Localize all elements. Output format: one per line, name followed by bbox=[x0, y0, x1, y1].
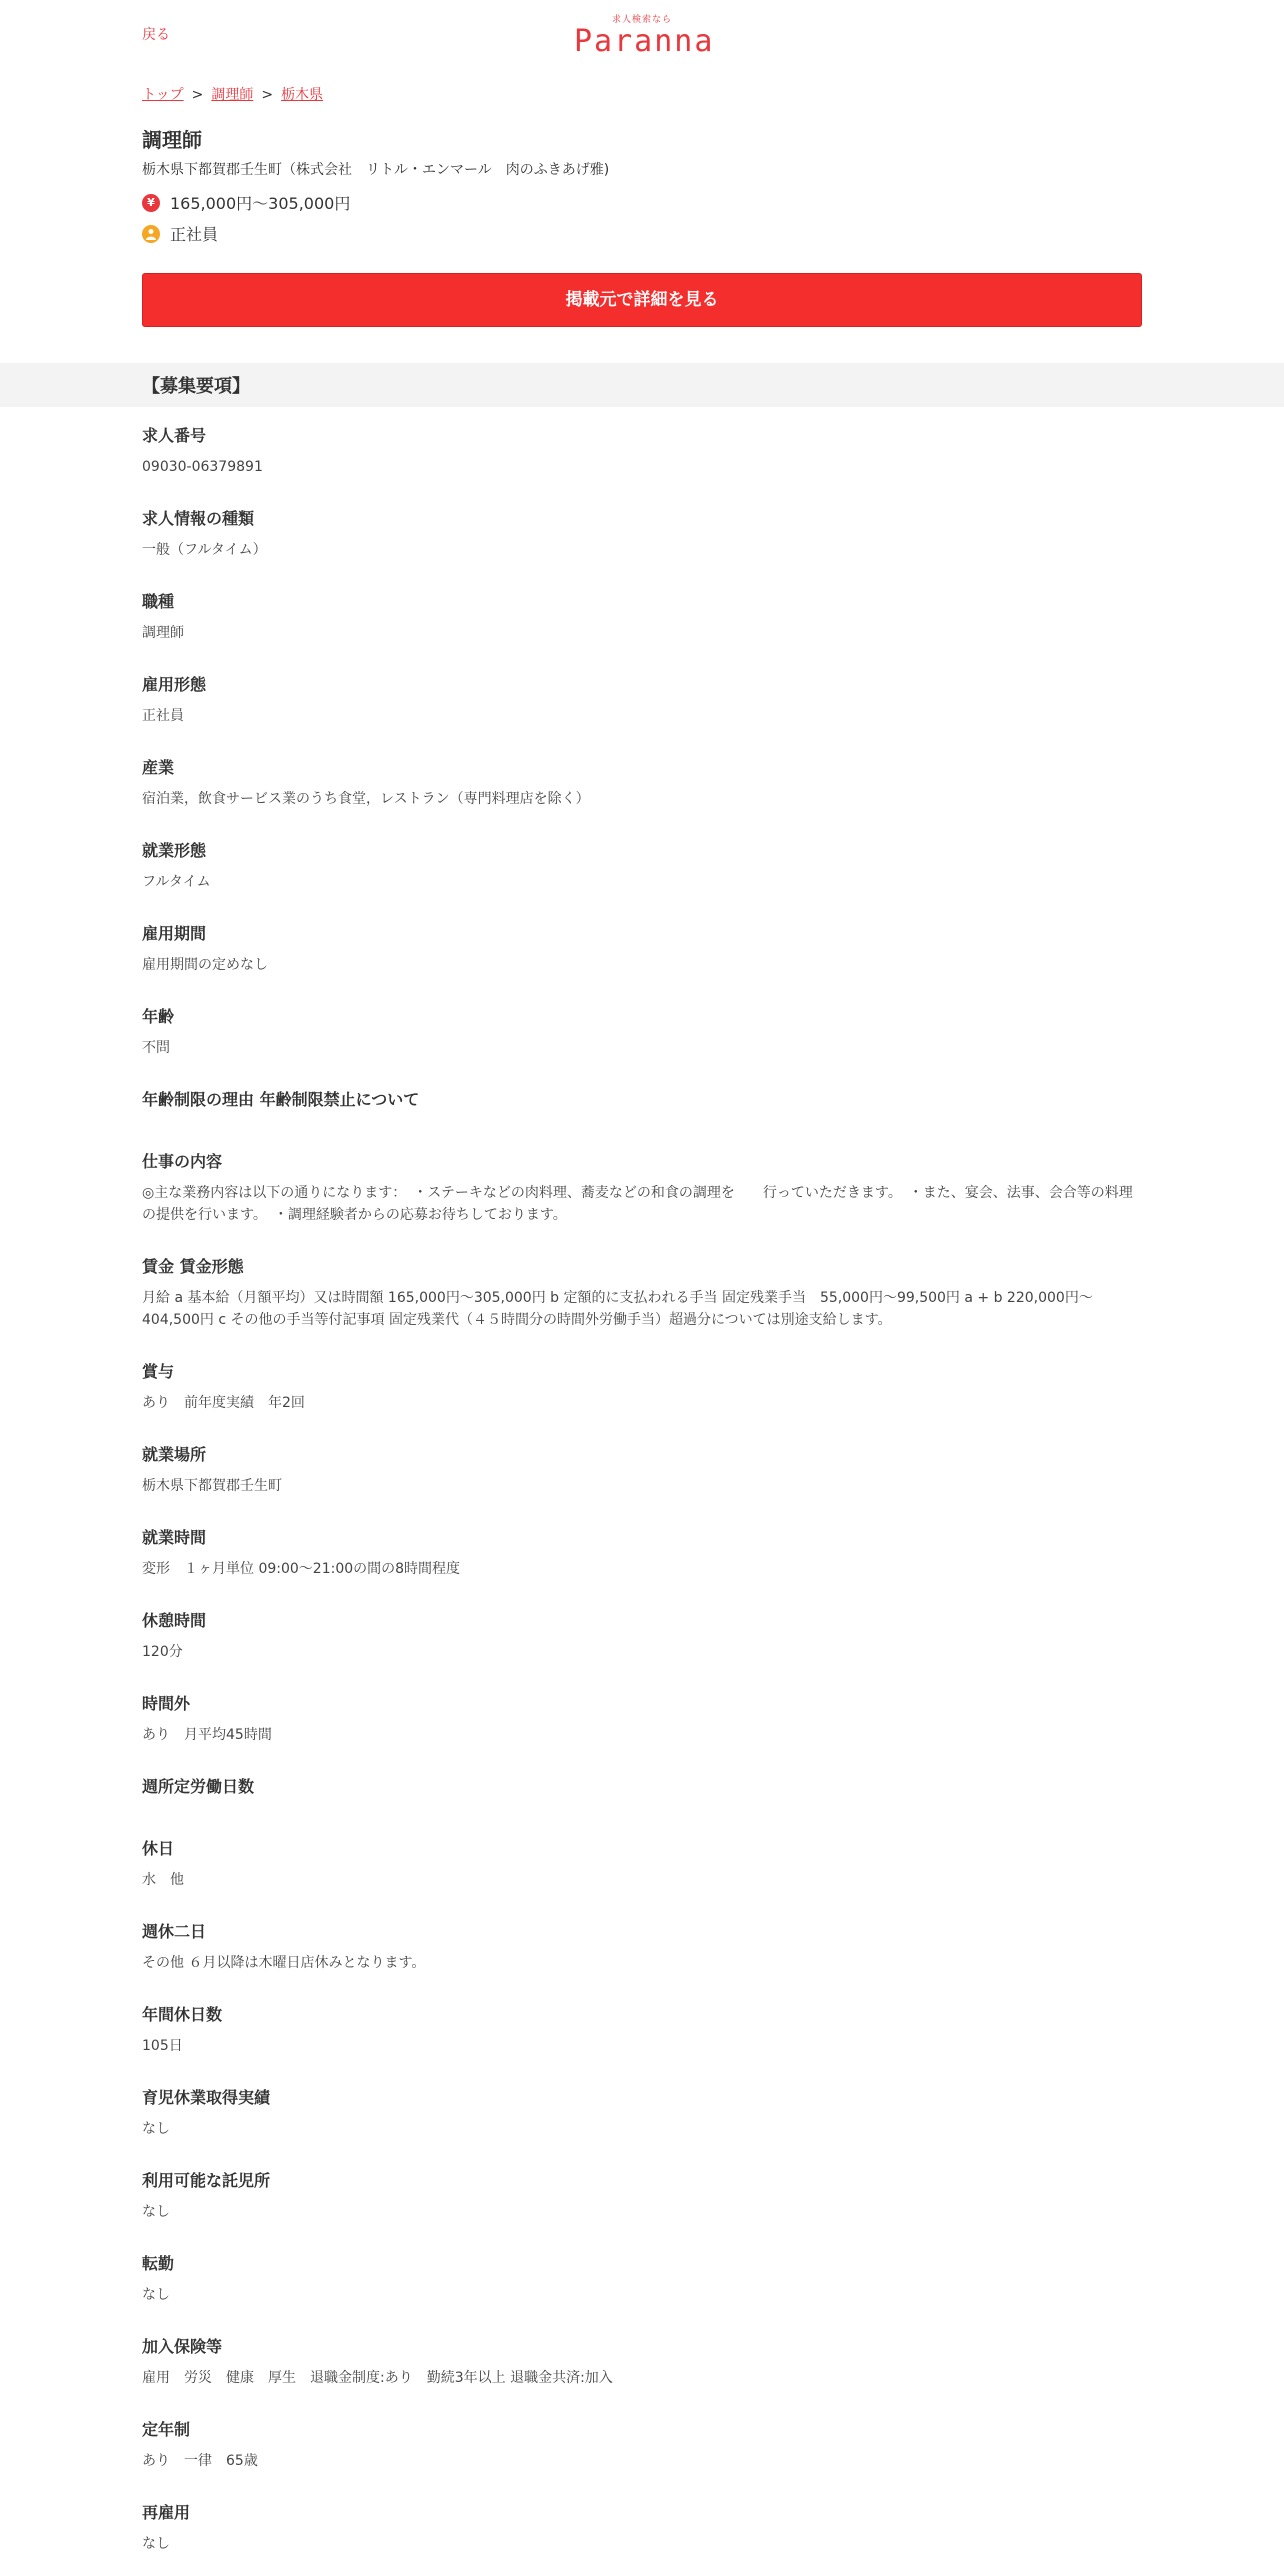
field-value: 105日 bbox=[142, 2038, 183, 2054]
field-label: 休日 bbox=[142, 1839, 175, 1858]
field-work-hours bbox=[142, 1527, 1142, 1592]
field-overtime bbox=[142, 1693, 1142, 1758]
field-age-limit-reason bbox=[142, 1089, 1142, 1133]
field-value: 水 他 bbox=[142, 1872, 184, 1888]
field-label: 休憩時間 bbox=[142, 1611, 207, 1630]
company-location: 栃木県下都賀郡壬生町（株式会社 リトル・エンマール 肉のふきあげ雅) bbox=[142, 162, 610, 178]
field-value: その他 ６月以降は木曜日店休みとなります。 bbox=[142, 1955, 426, 1971]
field-childcare-leave bbox=[142, 2087, 1142, 2152]
breadcrumb-separator: > bbox=[261, 87, 274, 103]
page-title: 調理師 bbox=[142, 128, 202, 152]
field-value: 09030-06379891 bbox=[142, 459, 263, 475]
field-value: 120分 bbox=[142, 1644, 183, 1660]
field-transfer bbox=[142, 2253, 1142, 2318]
field-value: なし bbox=[142, 2204, 170, 2220]
field-value: 調理師 bbox=[142, 625, 184, 641]
field-employment-period bbox=[142, 923, 1142, 988]
field-daycare bbox=[142, 2170, 1142, 2235]
field-two-day-weekend bbox=[142, 1921, 1142, 1986]
field-label: 時間外 bbox=[142, 1694, 191, 1713]
field-value: あり 前年度実績 年2回 bbox=[142, 1395, 305, 1411]
field-job-info-type bbox=[142, 508, 1142, 573]
field-retirement-age bbox=[142, 2419, 1142, 2484]
field-label: 年齢制限の理由 年齢制限禁止について bbox=[142, 1090, 420, 1109]
field-industry bbox=[142, 757, 1142, 822]
breadcrumb-occupation[interactable]: 調理師 bbox=[211, 87, 254, 103]
field-value: 雇用 労災 健康 厚生 退職金制度:あり 勤続3年以上 退職金共済:加入 bbox=[142, 2370, 613, 2386]
field-label: 定年制 bbox=[142, 2420, 191, 2439]
field-insurance bbox=[142, 2336, 1142, 2401]
field-employment-type bbox=[142, 674, 1142, 739]
field-label: 就業時間 bbox=[142, 1528, 207, 1547]
field-value: あり 一律 65歳 bbox=[142, 2453, 258, 2469]
field-job-number bbox=[142, 425, 1142, 490]
section-header bbox=[0, 363, 1284, 407]
field-value: 正社員 bbox=[142, 708, 184, 724]
field-work-location bbox=[142, 1444, 1142, 1509]
field-bonus bbox=[142, 1361, 1142, 1426]
view-details-button[interactable]: 掲載元で詳細を見る bbox=[142, 273, 1142, 327]
field-value: あり 月平均45時間 bbox=[142, 1727, 272, 1743]
breadcrumb-top[interactable]: トップ bbox=[142, 87, 184, 103]
field-label: 再雇用 bbox=[142, 2503, 191, 2522]
field-re-employment bbox=[142, 2502, 1142, 2567]
field-wages bbox=[142, 1256, 1142, 1343]
field-value: なし bbox=[142, 2121, 170, 2137]
employment-text: 正社員 bbox=[170, 225, 219, 244]
field-label: 加入保険等 bbox=[142, 2337, 223, 2356]
field-label: 求人番号 bbox=[142, 426, 207, 445]
field-label: 育児休業取得実績 bbox=[142, 2088, 271, 2107]
field-label: 利用可能な託児所 bbox=[142, 2171, 271, 2190]
logo-text: Paranna bbox=[574, 24, 715, 59]
field-value: 栃木県下都賀郡壬生町 bbox=[142, 1478, 282, 1494]
field-value: 宿泊業，飲食サービス業のうち食堂，レストラン（専門料理店を除く） bbox=[142, 791, 590, 807]
field-weekly-work-days bbox=[142, 1776, 1142, 1820]
requirements-list bbox=[142, 425, 1142, 2567]
field-label: 週所定労働日数 bbox=[142, 1777, 255, 1796]
field-value: 一般（フルタイム） bbox=[142, 542, 267, 558]
field-label: 職種 bbox=[142, 592, 175, 611]
field-value: なし bbox=[142, 2536, 170, 2552]
field-job-description bbox=[142, 1151, 1142, 1238]
section-title: 【募集要項】 bbox=[142, 376, 250, 397]
field-label: 就業場所 bbox=[142, 1445, 207, 1464]
field-value: なし bbox=[142, 2287, 170, 2303]
breadcrumb-prefecture[interactable]: 栃木県 bbox=[281, 87, 324, 103]
field-value: 不問 bbox=[142, 1040, 170, 1056]
breadcrumb bbox=[142, 84, 1142, 104]
field-annual-holidays bbox=[142, 2004, 1142, 2069]
site-logo[interactable] bbox=[574, 14, 715, 59]
field-label: 求人情報の種類 bbox=[142, 509, 255, 528]
field-label: 賞与 bbox=[142, 1362, 175, 1381]
salary-row bbox=[142, 191, 1142, 214]
field-label: 年間休日数 bbox=[142, 2005, 223, 2024]
salary-text: 165,000円～305,000円 bbox=[170, 194, 351, 213]
field-value: フルタイム bbox=[142, 874, 211, 890]
field-label: 雇用期間 bbox=[142, 924, 207, 943]
yen-icon: ¥ bbox=[142, 194, 160, 212]
field-label: 雇用形態 bbox=[142, 675, 207, 694]
field-value: 変形 １ヶ月単位 09:00～21:00の間の8時間程度 bbox=[142, 1561, 461, 1577]
field-label: 転勤 bbox=[142, 2254, 175, 2273]
field-occupation bbox=[142, 591, 1142, 656]
site-header bbox=[0, 0, 1284, 70]
field-value: ◎主な業務内容は以下の通りになります： ・ステーキなどの肉料理、蕎麦などの和食の調理を 行っていただきます。 ・また、宴会、法事、会合等の料理の提供を行います。 ・調理経験者からの応募お待ちしております。 bbox=[142, 1185, 1133, 1223]
field-label: 賃金 賃金形態 bbox=[142, 1257, 244, 1276]
field-age bbox=[142, 1006, 1142, 1071]
field-label: 週休二日 bbox=[142, 1922, 207, 1941]
field-label: 就業形態 bbox=[142, 841, 207, 860]
field-break-time bbox=[142, 1610, 1142, 1675]
job-summary bbox=[142, 84, 1142, 327]
logo-tagline: 求人検索なら bbox=[611, 15, 672, 25]
field-label: 産業 bbox=[142, 758, 175, 777]
person-icon bbox=[142, 225, 160, 243]
field-holidays bbox=[142, 1838, 1142, 1903]
employment-row bbox=[142, 222, 1142, 245]
field-value: 雇用期間の定めなし bbox=[142, 957, 268, 973]
field-label: 仕事の内容 bbox=[142, 1152, 223, 1171]
back-link[interactable]: 戻る bbox=[142, 27, 170, 43]
field-label: 年齢 bbox=[142, 1007, 175, 1026]
field-work-style bbox=[142, 840, 1142, 905]
field-value: 月給 a 基本給（月額平均）又は時間額 165,000円～305,000円 b 定額的に支払われる手当 固定残業手当 55,000円～99,500円 a + b 220,000円～404,500円 c その他の手当等付記事項 固定残業代（４５時間分の時間外労働手当）超過分については別途支給します。 bbox=[142, 1290, 1093, 1328]
breadcrumb-separator: > bbox=[191, 87, 204, 103]
